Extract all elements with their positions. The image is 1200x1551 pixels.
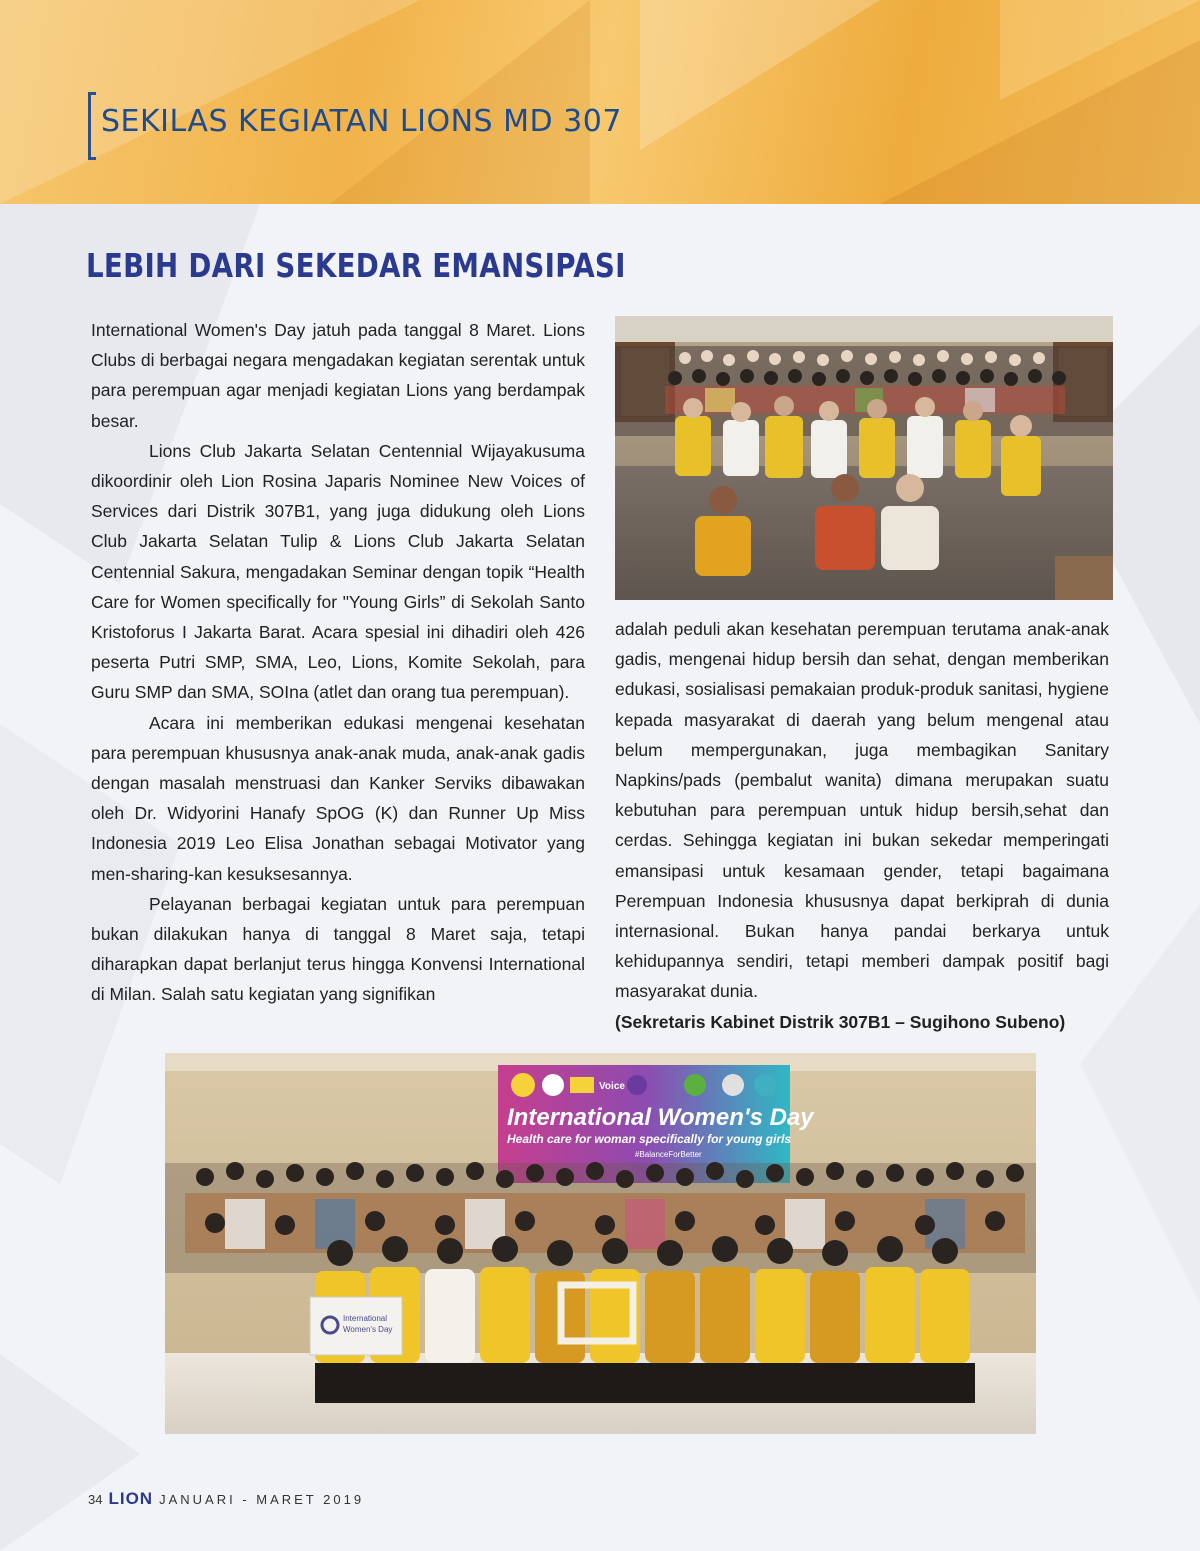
paragraph-4: Pelayanan berbagai kegiatan untuk para perempuan bukan dilakukan hanya di tanggal 8 Maret saja, tetapi diharapkan dapat berlanjut terus hingga Konvensi International di Milan. Salah satu kegiatan yang signifikan: [91, 893, 585, 1005]
article-credit: (Sekretaris Kabinet Distrik 307B1 – Sugihono Subeno): [615, 1011, 1066, 1032]
section-bracket: [88, 92, 96, 160]
issue-date: JANUARI - MARET 2019: [159, 1492, 365, 1507]
page-number: 34: [88, 1492, 103, 1507]
sign-line-1: International: [343, 1314, 388, 1323]
paragraph-2: Lions Club Jakarta Selatan Centennial Wijayakusuma dikoordinir oleh Lion Rosina Japaris Nominee New Voices of Services dari Distrik 307B1, yang juga didukung oleh Lions Club Jakarta Selatan Tulip & Lions Club Jakarta Selatan Centennial Sakura, mengadakan Seminar dengan topik “Health Care for Women specifically for "Young Girls” di Sekolah Santo Kristoforus I Jakarta Barat. Acara spesial ini dihadiri oleh 426 peserta Putri SMP, SMA, Leo, Lions, Komite Sekolah, para Guru SMP dan SMA, SOIna (atlet dan orang tua perempuan).: [91, 440, 585, 703]
banner-voice-logo: Voice: [599, 1081, 625, 1092]
paragraph-5: adalah peduli akan kesehatan perempuan terutama anak-anak gadis, mengenai hidup bersih dan sehat, dengan memberikan edukasi, sosialisasi pemakaian produk-produk sanitasi, hygiene kepada masyarakat di daerah yang belum mengenal atau belum mempergunakan, juga membagikan Sanitary Napkins/pads (pembalut wanita) dimana merupakan suatu kebutuhan para perempuan untuk hidup bersih,sehat dan cerdas. Sehingga kegiatan ini bukan sekedar memperingati emansipasi untuk kesamaan gender, tetapi bagaimana Perempuan Indonesia khususnya dapat berkiprah di dunia internasional. Bukan hanya pandai berkarya untuk kehidupannya sendiri, tetapi memberi dampak positif bagi masyarakat dunia.: [615, 619, 1109, 1002]
banner-subtitle: Health care for woman specifically for young girls: [507, 1132, 792, 1146]
group-photo: [165, 1053, 1036, 1434]
banner-title: International Women's Day: [507, 1104, 814, 1131]
article-left-column: [91, 315, 585, 1010]
magazine-name: LION: [108, 1489, 154, 1508]
section-title: SEKILAS KEGIATAN LIONS MD 307: [101, 104, 622, 139]
banner-hashtag: #BalanceForBetter: [635, 1150, 702, 1159]
article-right-column: [615, 614, 1109, 1037]
paragraph-1: International Women's Day jatuh pada tanggal 8 Maret. Lions Clubs di berbagai negara mengadakan kegiatan serentak untuk para perempuan agar menjadi kegiatan Lions yang berdampak besar.: [91, 320, 585, 431]
sign-line-2: Women's Day: [343, 1325, 393, 1334]
paragraph-3: Acara ini memberikan edukasi mengenai kesehatan para perempuan khususnya anak-anak muda, anak-anak gadis dengan masalah menstruasi dan Kanker Serviks dibawakan oleh Dr. Widyorini Hanafy SpOG (K) dan Runner Up Miss Indonesia 2019 Leo Elisa Jonathan sebagai Motivator yang men-sharing-kan kesuksesannya.: [91, 712, 585, 884]
page-footer: [88, 1489, 364, 1509]
article-title: LEBIH DARI SEKEDAR EMANSIPASI: [86, 246, 626, 285]
seminar-audience-photo: [615, 316, 1113, 600]
header-band: [0, 0, 1200, 204]
